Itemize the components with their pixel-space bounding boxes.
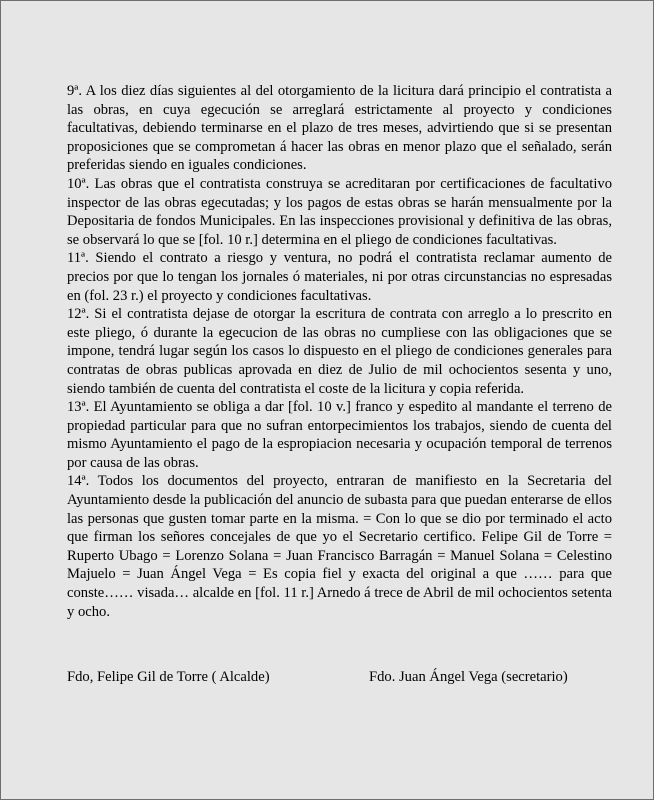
- signature-alcalde: Fdo, Felipe Gil de Torre ( Alcalde): [67, 669, 270, 685]
- signature-secretario: Fdo. Juan Ángel Vega (secretario): [369, 669, 568, 685]
- paragraph-11: 11ª. Siendo el contrato a riesgo y ventura, no podrá el contratista reclamar aumento de precios por que lo tengan los jornales ó materiales, ni por otras circunstancias no espresadas en (fol. 23 r.) el proyecto y condiciones facultativas.: [67, 250, 612, 304]
- paragraph-14: 14ª. Todos los documentos del proyecto, entraran de manifiesto en la Secretaria del Ayuntamiento desde la publicación del anuncio de subasta para que puedan enterarse de ellos las personas que gusten tomar parte en la misma. = Con lo que se dio por terminado el acto que firman los señores concejales de que yo el Secretario certifico. Felipe Gil de Torre = Ruperto Ubago = Lorenzo Solana = Juan Francisco Barragán = Manuel Solana = Celestino Majuelo = Juan Ángel Vega = Es copia fiel y exacta del original a que …… para que conste…… visada… alcalde en [fol. 11 r.] Arnedo á trece de Abril de mil ochocientos setenta y ocho.: [67, 473, 612, 620]
- paragraph-13: 13ª. El Ayuntamiento se obliga a dar [fol. 10 v.] franco y espedito al mandante el terreno de propiedad particular para que no sufran entorpecimientos los trabajos, siendo de cuenta del mismo Ayuntamiento el pago de la espropiacion necesaria y ocupación temporal de terrenos por causa de las obras.: [67, 399, 612, 471]
- paragraph-9: 9ª. A los diez días siguientes al del otorgamiento de la licitura dará principio el contratista a las obras, en cuya egecución se arreglará estrictamente al proyecto y condiciones facultativas, debiendo terminarse en el plazo de tres meses, advirtiendo que si se presentan proposiciones que se comprometan á hacer las obras en menor plazo que el señalado, serán preferidas siendo en iguales condiciones.: [67, 83, 612, 174]
- document-body: [67, 82, 612, 621]
- paragraph-12: 12ª. Si el contratista dejase de otorgar la escritura de contrata con arreglo a lo prescrito en este pliego, ó durante la egecucion de las obras no cumpliese con las obligaciones que se impone, tendrá lugar según los casos lo dispuesto en el pliego de condiciones generales para contratas de obras publicas aprovada en diez de Julio de mil ochocientos sesenta y uno, siendo también de cuenta del contratista el coste de la licitura y copia referida.: [67, 306, 612, 397]
- paragraph-10: 10ª. Las obras que el contratista construya se acreditaran por certificaciones de facultativo inspector de las obras egecutadas; y los pagos de estas obras se harán mensualmente por la Depositaria de fondos Municipales. En las inspecciones provisional y definitiva de las obras, se observará lo que se [fol. 10 r.] determina en el pliego de condiciones facultativas.: [67, 175, 612, 248]
